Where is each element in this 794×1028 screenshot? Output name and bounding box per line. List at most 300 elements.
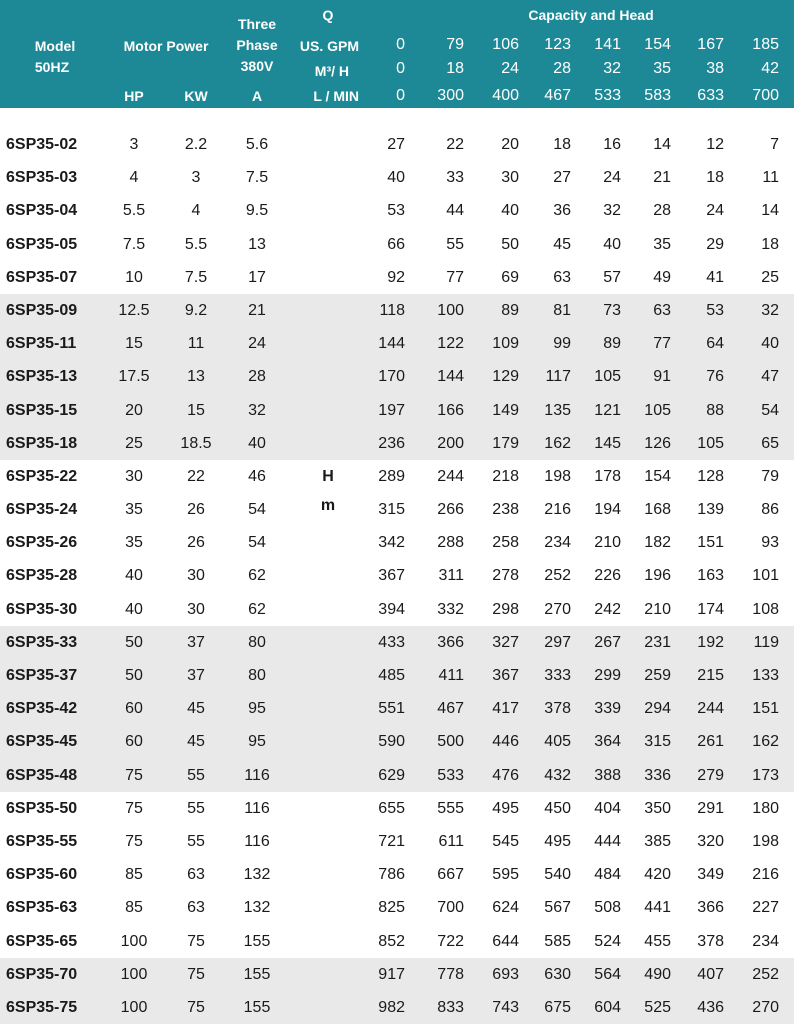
- model-header: Model: [34, 38, 76, 54]
- model-cell: 6SP35-48: [6, 766, 78, 784]
- head-value-cell: 128: [697, 467, 724, 485]
- amp-cell: 5.6: [245, 136, 269, 153]
- model-cell: 6SP35-26: [6, 534, 78, 552]
- head-value-cell: 64: [706, 335, 724, 353]
- head-value-cell: 182: [644, 534, 671, 552]
- head-value-cell: 327: [492, 633, 519, 651]
- table-row: [0, 725, 794, 758]
- head-value-cell: 173: [752, 766, 779, 784]
- head-value-cell: 88: [706, 401, 724, 419]
- kw-cell: 18.5: [180, 434, 212, 452]
- head-value-cell: 500: [437, 733, 464, 751]
- table-row: [0, 327, 794, 360]
- hp-cell: 20: [125, 401, 143, 419]
- amp-cell: 21: [248, 301, 266, 319]
- lmin-value: 300: [437, 87, 464, 104]
- head-value-cell: 36: [553, 202, 571, 220]
- head-value-cell: 77: [653, 335, 671, 353]
- head-value-cell: 411: [438, 667, 464, 684]
- head-value-cell: 57: [603, 268, 621, 286]
- head-value-cell: 234: [544, 534, 571, 552]
- model-cell: 6SP35-30: [6, 600, 78, 618]
- head-value-cell: 270: [544, 600, 571, 618]
- head-value-cell: 192: [697, 633, 724, 651]
- hp-cell: 25: [125, 434, 143, 452]
- gpm-value: 106: [492, 36, 519, 53]
- head-value-cell: 778: [437, 965, 464, 983]
- model-cell: 6SP35-13: [6, 368, 78, 386]
- head-value-cell: 121: [594, 401, 621, 419]
- head-value-cell: 40: [387, 169, 405, 187]
- head-value-cell: 441: [644, 899, 671, 917]
- gpm-value: 154: [644, 36, 671, 53]
- amp-cell: 80: [248, 667, 266, 684]
- head-value-cell: 35: [653, 235, 671, 253]
- gpm-value: 141: [594, 36, 621, 53]
- gpm-value: 123: [544, 36, 571, 53]
- kw-cell: 30: [187, 567, 205, 585]
- hp-cell: 85: [125, 866, 143, 884]
- head-value-cell: 126: [644, 434, 671, 452]
- model-cell: 6SP35-37: [6, 667, 78, 684]
- head-value-cell: 25: [761, 268, 779, 286]
- amp-cell: 24: [248, 335, 266, 353]
- model-cell: 6SP35-33: [6, 633, 78, 651]
- head-value-cell: 655: [378, 799, 405, 817]
- head-value-cell: 55: [446, 235, 464, 253]
- table-row: [0, 759, 794, 792]
- hp-cell: 5.5: [122, 202, 146, 220]
- gpm-value: 167: [697, 36, 724, 53]
- table-row: [0, 593, 794, 626]
- kw-cell: 4: [191, 202, 201, 220]
- head-value-cell: 693: [492, 965, 519, 983]
- head-value-cell: 244: [697, 700, 724, 718]
- amp-cell: 80: [248, 633, 266, 651]
- head-value-cell: 405: [544, 733, 571, 751]
- head-value-cell: 194: [594, 501, 621, 519]
- head-value-cell: 22: [446, 136, 464, 153]
- head-value-cell: 100: [437, 301, 464, 319]
- hp-cell: 100: [120, 965, 148, 983]
- model-cell: 6SP35-45: [6, 733, 78, 751]
- gpm-header: US. GPM: [299, 38, 359, 54]
- kw-cell: 37: [187, 667, 205, 684]
- head-value-cell: 675: [544, 998, 571, 1016]
- m3h-value: 0: [396, 60, 405, 77]
- lmin-value: 533: [594, 87, 621, 104]
- head-value-cell: 216: [544, 501, 571, 519]
- kw-cell: 13: [187, 368, 205, 386]
- head-value-cell: 119: [753, 633, 779, 651]
- table-body: [0, 128, 794, 1024]
- model-cell: 6SP35-02: [6, 136, 78, 153]
- head-value-cell: 611: [438, 832, 464, 850]
- head-value-cell: 218: [492, 467, 519, 485]
- head-value-cell: 18: [761, 235, 779, 253]
- amp-cell: 54: [248, 501, 266, 519]
- amp-header: A: [251, 88, 263, 104]
- kw-cell: 75: [187, 998, 205, 1016]
- head-value-cell: 200: [437, 434, 464, 452]
- head-value-cell: 151: [697, 534, 724, 552]
- amp-cell: 116: [244, 799, 270, 817]
- head-value-cell: 833: [437, 998, 464, 1016]
- head-value-cell: 77: [446, 268, 464, 286]
- head-value-cell: 174: [697, 600, 724, 618]
- head-value-cell: 270: [752, 998, 779, 1016]
- head-value-cell: 378: [544, 700, 571, 718]
- head-value-cell: 178: [594, 467, 621, 485]
- head-value-cell: 63: [553, 268, 571, 286]
- head-value-cell: 216: [752, 866, 779, 884]
- kw-cell: 30: [187, 600, 205, 618]
- head-value-cell: 289: [378, 467, 405, 485]
- head-value-cell: 294: [644, 700, 671, 718]
- amp-cell: 62: [248, 600, 266, 618]
- lmin-value: 400: [492, 87, 519, 104]
- head-value-cell: 145: [594, 434, 621, 452]
- head-value-cell: 315: [644, 733, 671, 751]
- head-value-cell: 629: [378, 766, 405, 784]
- head-value-cell: 624: [492, 899, 519, 917]
- hp-cell: 60: [125, 700, 143, 718]
- head-value-cell: 54: [761, 401, 779, 419]
- table-row: [0, 958, 794, 991]
- head-value-cell: 394: [378, 600, 405, 618]
- model-cell: 6SP35-03: [6, 169, 78, 187]
- amp-cell: 95: [248, 700, 266, 718]
- head-value-cell: 315: [378, 501, 405, 519]
- head-value-cell: 644: [492, 932, 519, 950]
- m3h-value: 42: [761, 60, 779, 77]
- head-value-cell: 444: [594, 832, 621, 850]
- table-row: [0, 626, 794, 659]
- head-value-cell: 721: [378, 832, 405, 850]
- head-value-cell: 278: [492, 567, 519, 585]
- amp-cell: 9.5: [245, 202, 269, 220]
- model-cell: 6SP35-22: [6, 467, 78, 485]
- head-value-cell: 450: [544, 799, 571, 817]
- head-unit-label-h: H: [322, 468, 334, 485]
- head-value-cell: 149: [492, 401, 519, 419]
- kw-cell: 75: [187, 965, 205, 983]
- head-value-cell: 279: [697, 766, 724, 784]
- head-value-cell: 12: [706, 136, 724, 153]
- head-value-cell: 21: [653, 169, 671, 187]
- hp-cell: 50: [125, 667, 143, 684]
- head-value-cell: 567: [544, 899, 571, 917]
- kw-cell: 7.5: [184, 268, 208, 286]
- table-row: [0, 261, 794, 294]
- head-value-cell: 81: [553, 301, 571, 319]
- head-value-cell: 349: [697, 866, 724, 884]
- head-value-cell: 91: [653, 368, 671, 386]
- head-value-cell: 551: [378, 700, 405, 718]
- table-row: [0, 460, 794, 493]
- head-value-cell: 27: [387, 136, 405, 153]
- head-value-cell: 28: [653, 202, 671, 220]
- head-value-cell: 339: [594, 700, 621, 718]
- head-value-cell: 144: [437, 368, 464, 386]
- model-cell: 6SP35-63: [6, 899, 78, 917]
- head-value-cell: 604: [594, 998, 621, 1016]
- model-cell: 6SP35-07: [6, 268, 78, 286]
- head-value-cell: 585: [544, 932, 571, 950]
- head-value-cell: 197: [378, 401, 405, 419]
- kw-cell: 3: [191, 169, 201, 187]
- kw-cell: 37: [187, 633, 205, 651]
- head-value-cell: 44: [446, 202, 464, 220]
- kw-cell: 26: [187, 534, 205, 552]
- model-cell: 6SP35-05: [6, 235, 78, 253]
- head-value-cell: 366: [437, 633, 464, 651]
- head-value-cell: 332: [437, 600, 464, 618]
- head-value-cell: 135: [544, 401, 571, 419]
- head-value-cell: 162: [544, 434, 571, 452]
- lmin-value: 633: [697, 87, 724, 104]
- lmin-value: 0: [396, 87, 405, 104]
- head-value-cell: 852: [378, 932, 405, 950]
- head-value-cell: 170: [378, 368, 405, 386]
- head-value-cell: 227: [752, 899, 779, 917]
- head-value-cell: 27: [553, 169, 571, 187]
- head-value-cell: 14: [653, 136, 671, 153]
- kw-cell: 26: [187, 501, 205, 519]
- head-value-cell: 210: [644, 600, 671, 618]
- q-header: Q: [322, 7, 334, 23]
- head-value-cell: 244: [437, 467, 464, 485]
- hp-cell: 10: [125, 268, 143, 286]
- kw-cell: 11: [187, 335, 205, 353]
- table-row: [0, 659, 794, 692]
- head-value-cell: 722: [437, 932, 464, 950]
- head-value-cell: 231: [644, 633, 671, 651]
- head-value-cell: 18: [553, 136, 571, 153]
- head-value-cell: 420: [644, 866, 671, 884]
- head-value-cell: 117: [545, 368, 571, 386]
- kw-cell: 63: [187, 866, 205, 884]
- three-phase-header-line1: Three: [237, 16, 277, 32]
- amp-cell: 40: [248, 434, 266, 452]
- m3h-header: M³/ H: [314, 63, 349, 79]
- head-value-cell: 215: [697, 667, 724, 684]
- head-value-cell: 378: [697, 932, 724, 950]
- kw-cell: 55: [187, 766, 205, 784]
- model-cell: 6SP35-70: [6, 965, 78, 983]
- head-value-cell: 417: [492, 700, 519, 718]
- table-row: [0, 825, 794, 858]
- amp-cell: 13: [248, 235, 266, 253]
- table-row: [0, 925, 794, 958]
- head-value-cell: 595: [492, 866, 519, 884]
- m3h-value: 24: [501, 60, 519, 77]
- hp-cell: 35: [125, 534, 143, 552]
- head-value-cell: 108: [752, 600, 779, 618]
- hp-cell: 7.5: [122, 235, 146, 253]
- head-value-cell: 49: [653, 268, 671, 286]
- head-value-cell: 267: [594, 633, 621, 651]
- capacity-head-header: Capacity and Head: [528, 7, 654, 23]
- head-value-cell: 105: [697, 434, 724, 452]
- head-value-cell: 24: [706, 202, 724, 220]
- head-value-cell: 364: [594, 733, 621, 751]
- head-value-cell: 540: [544, 866, 571, 884]
- head-value-cell: 252: [544, 567, 571, 585]
- head-value-cell: 66: [387, 235, 405, 253]
- amp-cell: 116: [244, 832, 270, 850]
- table-row: [0, 692, 794, 725]
- head-value-cell: 198: [544, 467, 571, 485]
- head-value-cell: 18: [706, 169, 724, 187]
- head-value-cell: 196: [644, 567, 671, 585]
- voltage-header: 380V: [240, 58, 274, 74]
- head-value-cell: 299: [594, 667, 621, 684]
- amp-cell: 54: [248, 534, 266, 552]
- head-value-cell: 133: [752, 667, 779, 684]
- head-value-cell: 490: [644, 965, 671, 983]
- hp-cell: 4: [129, 169, 139, 187]
- model-cell: 6SP35-15: [6, 401, 78, 419]
- head-value-cell: 495: [492, 799, 519, 817]
- table-row: [0, 427, 794, 460]
- model-cell: 6SP35-04: [6, 202, 78, 220]
- amp-cell: 155: [243, 998, 271, 1016]
- table-row: [0, 161, 794, 194]
- amp-cell: 17: [248, 268, 266, 286]
- model-cell: 6SP35-42: [6, 700, 78, 718]
- head-value-cell: 484: [594, 866, 621, 884]
- head-value-cell: 545: [492, 832, 519, 850]
- head-value-cell: 590: [378, 733, 405, 751]
- head-value-cell: 446: [492, 733, 519, 751]
- kw-cell: 2.2: [184, 136, 208, 153]
- m3h-value: 35: [653, 60, 671, 77]
- kw-cell: 55: [187, 832, 205, 850]
- head-value-cell: 258: [492, 534, 519, 552]
- table-row: [0, 792, 794, 825]
- head-value-cell: 63: [653, 301, 671, 319]
- head-value-cell: 105: [594, 368, 621, 386]
- head-value-cell: 29: [706, 235, 724, 253]
- m3h-value: 32: [603, 60, 621, 77]
- head-value-cell: 407: [697, 965, 724, 983]
- head-value-cell: 50: [501, 235, 519, 253]
- head-value-cell: 297: [544, 633, 571, 651]
- head-value-cell: 7: [770, 136, 779, 153]
- head-value-cell: 367: [492, 667, 519, 684]
- head-value-cell: 122: [437, 335, 464, 353]
- head-value-cell: 69: [501, 268, 519, 286]
- kw-cell: 75: [187, 932, 205, 950]
- head-value-cell: 151: [752, 700, 779, 718]
- hp-cell: 35: [125, 501, 143, 519]
- head-value-cell: 105: [644, 401, 671, 419]
- table-row: [0, 194, 794, 227]
- head-value-cell: 485: [378, 667, 405, 684]
- amp-cell: 116: [244, 766, 270, 784]
- hp-cell: 60: [125, 733, 143, 751]
- head-value-cell: 168: [644, 501, 671, 519]
- head-value-cell: 179: [492, 434, 519, 452]
- head-value-cell: 40: [501, 202, 519, 220]
- head-value-cell: 259: [644, 667, 671, 684]
- table-row: [0, 228, 794, 261]
- hp-cell: 40: [125, 567, 143, 585]
- head-value-cell: 40: [603, 235, 621, 253]
- head-value-cell: 436: [697, 998, 724, 1016]
- table-row: [0, 991, 794, 1024]
- kw-cell: 5.5: [184, 235, 208, 253]
- head-value-cell: 524: [594, 932, 621, 950]
- head-value-cell: 198: [752, 832, 779, 850]
- head-value-cell: 533: [437, 766, 464, 784]
- model-cell: 6SP35-11: [6, 335, 77, 353]
- head-value-cell: 79: [761, 467, 779, 485]
- head-value-cell: 367: [378, 567, 405, 585]
- lmin-value: 583: [644, 87, 671, 104]
- model-cell: 6SP35-60: [6, 866, 78, 884]
- head-value-cell: 101: [752, 567, 779, 585]
- amp-cell: 155: [243, 965, 271, 983]
- hp-cell: 75: [125, 766, 143, 784]
- kw-cell: 9.2: [184, 301, 208, 319]
- head-value-cell: 47: [761, 368, 779, 386]
- m3h-value: 38: [706, 60, 724, 77]
- table-row: [0, 360, 794, 393]
- head-value-cell: 564: [594, 965, 621, 983]
- hp-cell: 3: [129, 136, 139, 153]
- head-value-cell: 118: [379, 301, 405, 319]
- head-value-cell: 162: [752, 733, 779, 751]
- model-cell: 6SP35-75: [6, 998, 78, 1016]
- head-value-cell: 700: [437, 899, 464, 917]
- head-value-cell: 30: [501, 169, 519, 187]
- amp-cell: 62: [248, 567, 266, 585]
- hp-cell: 17.5: [118, 368, 150, 386]
- model-cell: 6SP35-09: [6, 301, 78, 319]
- head-value-cell: 388: [594, 766, 621, 784]
- head-value-cell: 89: [603, 335, 621, 353]
- amp-cell: 7.5: [245, 169, 269, 187]
- head-value-cell: 917: [378, 965, 405, 983]
- amp-cell: 132: [243, 899, 271, 917]
- kw-header: KW: [184, 88, 208, 104]
- head-value-cell: 33: [446, 169, 464, 187]
- kw-cell: 22: [187, 467, 205, 485]
- table-row: [0, 394, 794, 427]
- table-row: [0, 559, 794, 592]
- gpm-value: 0: [396, 36, 405, 53]
- head-value-cell: 476: [492, 766, 519, 784]
- amp-cell: 132: [243, 866, 271, 884]
- amp-cell: 46: [248, 467, 266, 485]
- head-value-cell: 311: [438, 567, 464, 585]
- head-value-cell: 163: [697, 567, 724, 585]
- head-value-cell: 139: [697, 501, 724, 519]
- head-value-cell: 342: [378, 534, 405, 552]
- head-value-cell: 144: [378, 335, 405, 353]
- head-value-cell: 385: [644, 832, 671, 850]
- head-value-cell: 129: [492, 368, 519, 386]
- lmin-header: L / MIN: [313, 88, 359, 104]
- table-row: [0, 526, 794, 559]
- amp-cell: 32: [248, 401, 266, 419]
- head-value-cell: 41: [706, 268, 724, 286]
- head-value-cell: 982: [378, 998, 405, 1016]
- head-value-cell: 24: [603, 169, 621, 187]
- model-cell: 6SP35-28: [6, 567, 78, 585]
